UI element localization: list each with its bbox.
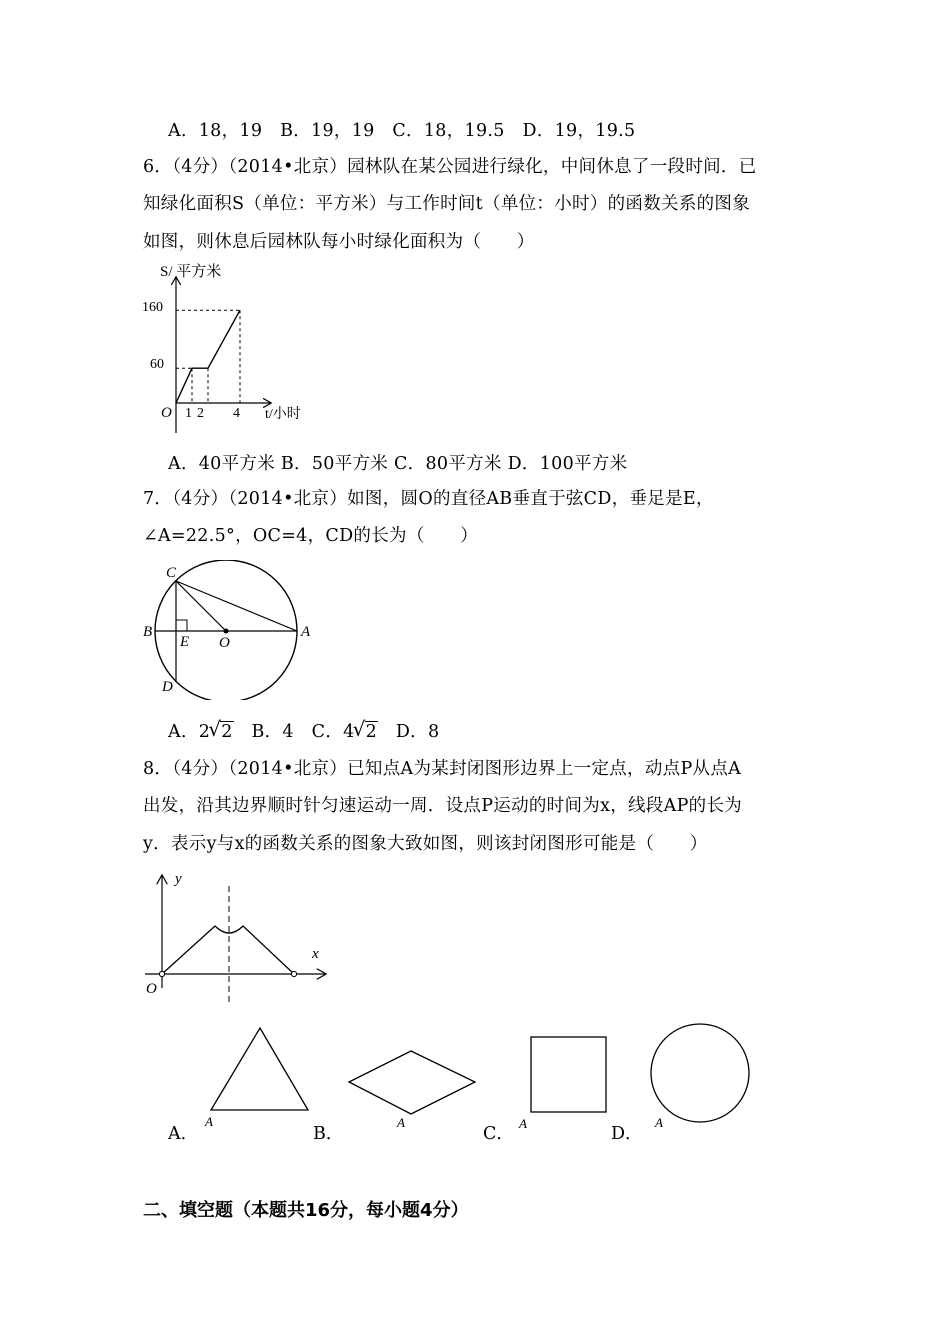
q8-option-a-point-label: A xyxy=(205,1114,213,1129)
q6-x-label: t/小时 xyxy=(265,407,301,422)
q7-segment-ca xyxy=(176,581,297,631)
q8-option-c-label: C． xyxy=(483,1124,514,1144)
q8-text-line3: y．表示y与x的函数关系的图象大致如图，则该封闭图形可能是（ ） xyxy=(143,834,708,854)
q7-text-line1: 7．（4分）（2014•北京）如图，圆O的直径AB垂直于弦CD，垂足是E， xyxy=(143,489,714,509)
q5-options: A．18，19 B．19，19 C．18，19.5 D．19，19.5 xyxy=(168,121,636,141)
q8-option-a-triangle xyxy=(200,1022,315,1132)
sqrt-symbol: √ 2 xyxy=(208,717,233,742)
q7-segment-co xyxy=(176,581,226,631)
q7-label-e: E xyxy=(180,634,190,650)
q8-text-line2: 出发，沿其边界顺时针匀速运动一周．设点P运动的时间为x，线段AP的长为 xyxy=(143,796,743,816)
q8-option-c-point-label: A xyxy=(519,1116,527,1131)
q7-label-b: B xyxy=(143,624,153,640)
q8-graph xyxy=(140,868,335,1008)
q6-origin-label: O xyxy=(161,405,172,421)
q7-label-o: O xyxy=(219,635,230,651)
q7-label-c: C xyxy=(166,565,177,581)
q7-option-a-radicand: 2 xyxy=(221,722,233,742)
q8-y-label: y xyxy=(175,871,182,887)
q7-option-a-coef: 2 xyxy=(198,722,211,742)
q6-x-tick-4: 4 xyxy=(233,406,240,421)
q8-option-b-label: B． xyxy=(313,1124,344,1144)
q6-graph xyxy=(135,258,335,438)
q8-option-d-circle xyxy=(645,1023,755,1133)
section-2-title: 二、填空题（本题共16分，每小题4分） xyxy=(143,1200,469,1221)
rhombus-shape xyxy=(349,1051,475,1114)
circle-shape xyxy=(651,1024,749,1122)
triangle-shape xyxy=(211,1028,308,1110)
q6-text-line2: 知绿化面积S（单位：平方米）与工作时间t（单位：小时）的函数关系的图象 xyxy=(143,194,751,214)
q7-option-c-coef: 4 xyxy=(343,722,355,742)
q7-label-a: A xyxy=(301,624,311,640)
q7-option-d: D．8 xyxy=(395,722,440,742)
q8-option-d-label: D． xyxy=(611,1124,643,1144)
q7-option-c-label: C． xyxy=(311,722,344,742)
q7-option-c-radicand: 2 xyxy=(365,722,378,742)
q6-text-line1: 6．（4分）（2014•北京）园林队在某公园进行绿化，中间休息了一段时间．已 xyxy=(143,157,757,177)
q8-option-c-square xyxy=(515,1033,615,1133)
q8-option-a-label: A． xyxy=(168,1124,199,1144)
sqrt-symbol: √ 2 xyxy=(352,717,378,742)
q7-option-a-label: A． xyxy=(168,722,199,742)
q7-label-d: D xyxy=(162,679,173,695)
q8-option-b-rhombus xyxy=(345,1045,480,1135)
q7-circle-figure xyxy=(140,560,325,700)
square-shape xyxy=(531,1037,606,1112)
q8-x-label: x xyxy=(312,946,319,962)
q8-option-b-point-label: A xyxy=(397,1115,405,1130)
q8-text-line1: 8．（4分）（2014•北京）已知点A为某封闭图形边界上一定点，动点P从点A xyxy=(143,759,742,779)
q7-option-b: B．4 xyxy=(251,722,294,742)
q6-y-label: S/ 平方米 xyxy=(160,264,222,280)
q6-x-tick-1: 1 xyxy=(185,406,192,421)
q8-end-point xyxy=(291,971,296,976)
q6-text-line3: 如图，则休息后园林队每小时绿化面积为（ ） xyxy=(143,232,535,252)
q7-right-angle-mark xyxy=(176,620,187,631)
q7-center-dot xyxy=(224,629,229,634)
q6-options: A．40平方米 B．50平方米 C．80平方米 D．100平方米 xyxy=(168,454,628,474)
q8-origin-label: O xyxy=(146,981,157,997)
q8-option-d-point-label: A xyxy=(655,1115,663,1130)
q6-y-tick-60: 60 xyxy=(150,357,164,372)
q7-text-line2: ∠A=22.5°，OC=4，CD的长为（ ） xyxy=(143,526,479,546)
q6-y-tick-160: 160 xyxy=(142,300,163,315)
q8-function-curve xyxy=(162,926,294,974)
q6-x-tick-2: 2 xyxy=(197,406,204,421)
q8-start-point xyxy=(159,971,164,976)
q7-options xyxy=(168,718,439,743)
